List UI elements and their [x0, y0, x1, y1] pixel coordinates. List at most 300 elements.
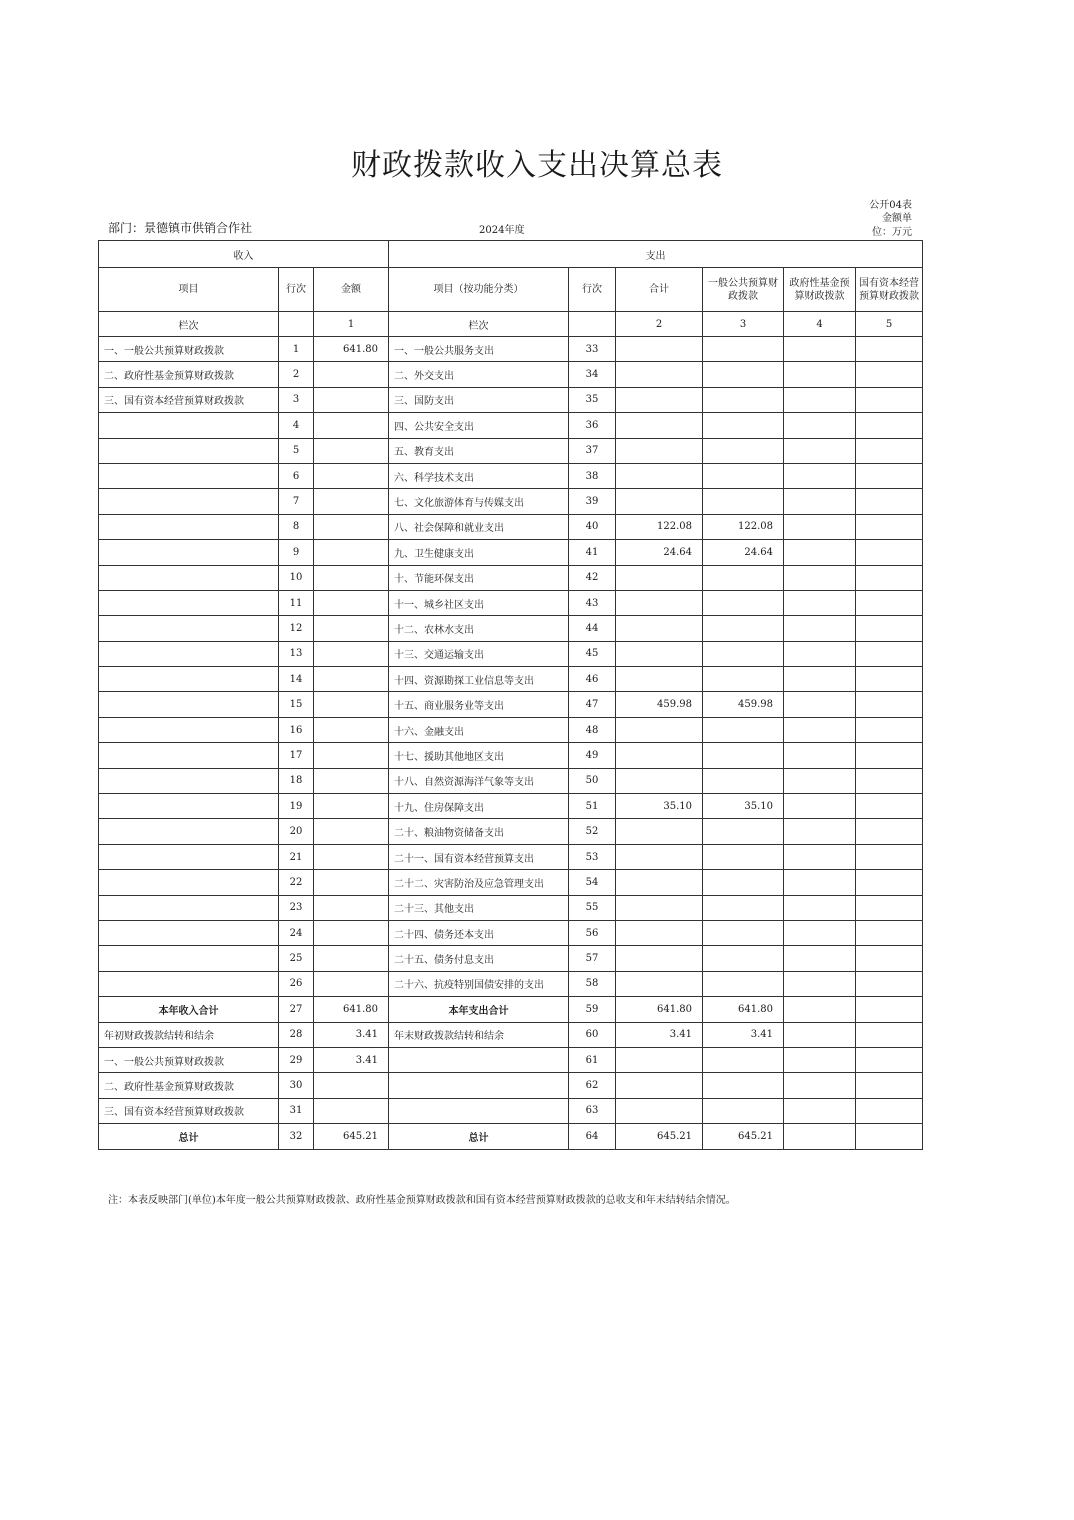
income-item-cell: [99, 920, 279, 945]
table-row: [99, 641, 923, 666]
income-row-no-cell: 26: [279, 971, 314, 996]
income-amount-cell: 3.41: [314, 1022, 389, 1047]
state-capital-cell: [856, 768, 923, 793]
section-header-row: [99, 241, 923, 268]
expense-item-cell: 总计: [389, 1124, 569, 1149]
income-row-no-cell: 3: [279, 387, 314, 412]
state-capital-cell: [856, 1124, 923, 1149]
income-row-no-cell: 24: [279, 920, 314, 945]
total-cell: 3.41: [616, 1022, 703, 1047]
general-cell: [703, 489, 784, 514]
total-cell: [616, 920, 703, 945]
expense-item-cell: 十二、农林水支出: [389, 616, 569, 641]
gov-fund-cell: [784, 997, 856, 1022]
state-capital-cell: [856, 590, 923, 615]
general-cell: 24.64: [703, 540, 784, 565]
income-item-cell: [99, 413, 279, 438]
gov-fund-cell: [784, 844, 856, 869]
state-capital-cell: [856, 565, 923, 590]
gov-fund-cell: [784, 565, 856, 590]
general-cell: 645.21: [703, 1124, 784, 1149]
gov-fund-cell: [784, 692, 856, 717]
expense-row-no-cell: 60: [569, 1022, 616, 1047]
income-amount-cell: [314, 743, 389, 768]
gov-fund-cell: [784, 895, 856, 920]
income-row-no-cell: 13: [279, 641, 314, 666]
expense-item-cell: 七、文化旅游体育与传媒支出: [389, 489, 569, 514]
page-title: 财政拨款收入支出决算总表: [351, 148, 723, 183]
gov-fund-cell: [784, 946, 856, 971]
expense-item-cell: 二十三、其他支出: [389, 895, 569, 920]
income-row-no-cell: 5: [279, 438, 314, 463]
expense-row-no-cell: 58: [569, 971, 616, 996]
index-c5: 5: [856, 312, 923, 337]
gov-fund-cell: [784, 794, 856, 819]
expense-item-cell: 二十、粮油物资储备支出: [389, 819, 569, 844]
table-row: [99, 362, 923, 387]
income-item-cell: 二、政府性基金预算财政拨款: [99, 1073, 279, 1098]
general-cell: [703, 565, 784, 590]
expense-row-no-cell: 53: [569, 844, 616, 869]
total-cell: [616, 1073, 703, 1098]
total-cell: 122.08: [616, 514, 703, 539]
table-row: [99, 1098, 923, 1123]
expense-item-cell: 十五、商业服务业等支出: [389, 692, 569, 717]
income-item-cell: 年初财政拨款结转和结余: [99, 1022, 279, 1047]
income-item-cell: [99, 514, 279, 539]
general-cell: [703, 946, 784, 971]
expense-row-no-cell: 62: [569, 1073, 616, 1098]
expense-item-cell: [389, 1047, 569, 1072]
table-row: [99, 540, 923, 565]
income-item-cell: 三、国有资本经营预算财政拨款: [99, 387, 279, 412]
income-amount-cell: [314, 616, 389, 641]
income-amount-cell: [314, 565, 389, 590]
income-row-no-cell: 9: [279, 540, 314, 565]
col-state-capital: 国有资本经营预算财政拨款: [856, 268, 923, 312]
income-row-no-cell: 22: [279, 870, 314, 895]
income-amount-cell: [314, 413, 389, 438]
income-row-no-cell: 27: [279, 997, 314, 1022]
income-amount-cell: [314, 920, 389, 945]
income-row-no-cell: 19: [279, 794, 314, 819]
income-item-cell: [99, 717, 279, 742]
table-row: [99, 1022, 923, 1047]
expense-item-cell: 九、卫生健康支出: [389, 540, 569, 565]
general-cell: [703, 920, 784, 945]
index-blank: [279, 312, 314, 337]
table-row: [99, 1047, 923, 1072]
income-amount-cell: [314, 819, 389, 844]
expense-row-no-cell: 45: [569, 641, 616, 666]
expense-item-cell: 十四、资源勘探工业信息等支出: [389, 667, 569, 692]
total-cell: 645.21: [616, 1124, 703, 1149]
total-cell: [616, 489, 703, 514]
income-item-cell: 本年收入合计: [99, 997, 279, 1022]
income-amount-cell: [314, 844, 389, 869]
table-row: [99, 895, 923, 920]
general-cell: [703, 971, 784, 996]
table-row: [99, 1124, 923, 1149]
state-capital-cell: [856, 1098, 923, 1123]
total-cell: [616, 971, 703, 996]
income-amount-cell: [314, 540, 389, 565]
income-row-no-cell: 4: [279, 413, 314, 438]
expense-row-no-cell: 38: [569, 463, 616, 488]
table-row: [99, 387, 923, 412]
table-row: [99, 616, 923, 641]
expense-header: 支出: [389, 241, 923, 268]
col-row-no2: 行次: [569, 268, 616, 312]
income-row-no-cell: 16: [279, 717, 314, 742]
table-row: [99, 514, 923, 539]
amount-unit: [864, 212, 912, 240]
expense-row-no-cell: 63: [569, 1098, 616, 1123]
gov-fund-cell: [784, 1098, 856, 1123]
expense-item-cell: 十九、住房保障支出: [389, 794, 569, 819]
col-amount: 金额: [314, 268, 389, 312]
state-capital-cell: [856, 641, 923, 666]
income-item-cell: 二、政府性基金预算财政拨款: [99, 362, 279, 387]
index-label: 栏次: [99, 312, 279, 337]
state-capital-cell: [856, 540, 923, 565]
income-item-cell: [99, 667, 279, 692]
index-c3: 3: [703, 312, 784, 337]
income-item-cell: [99, 641, 279, 666]
total-cell: [616, 844, 703, 869]
general-cell: [703, 590, 784, 615]
gov-fund-cell: [784, 870, 856, 895]
general-cell: 459.98: [703, 692, 784, 717]
general-cell: [703, 870, 784, 895]
table-row: [99, 463, 923, 488]
income-row-no-cell: 15: [279, 692, 314, 717]
expense-item-cell: [389, 1073, 569, 1098]
income-header: 收入: [99, 241, 389, 268]
amount-unit-line1: 金额单: [882, 213, 912, 224]
total-cell: [616, 362, 703, 387]
income-amount-cell: [314, 895, 389, 920]
state-capital-cell: [856, 438, 923, 463]
income-item-cell: [99, 616, 279, 641]
income-amount-cell: 3.41: [314, 1047, 389, 1072]
expense-item-cell: 年末财政拨款结转和结余: [389, 1022, 569, 1047]
gov-fund-cell: [784, 337, 856, 362]
income-item-cell: [99, 895, 279, 920]
expense-item-cell: 三、国防支出: [389, 387, 569, 412]
income-row-no-cell: 23: [279, 895, 314, 920]
total-cell: [616, 387, 703, 412]
income-amount-cell: [314, 489, 389, 514]
income-item-cell: 三、国有资本经营预算财政拨款: [99, 1098, 279, 1123]
state-capital-cell: [856, 971, 923, 996]
col-item: 项目: [99, 268, 279, 312]
general-cell: 35.10: [703, 794, 784, 819]
expense-row-no-cell: 51: [569, 794, 616, 819]
index-c1: 1: [314, 312, 389, 337]
income-item-cell: 总计: [99, 1124, 279, 1149]
gov-fund-cell: [784, 413, 856, 438]
state-capital-cell: [856, 997, 923, 1022]
total-cell: [616, 463, 703, 488]
total-cell: 459.98: [616, 692, 703, 717]
gov-fund-cell: [784, 1073, 856, 1098]
total-cell: [616, 590, 703, 615]
state-capital-cell: [856, 514, 923, 539]
state-capital-cell: [856, 1047, 923, 1072]
table-row: [99, 997, 923, 1022]
col-gov-fund: 政府性基金预算财政拨款: [784, 268, 856, 312]
general-cell: 641.80: [703, 997, 784, 1022]
table-row: [99, 971, 923, 996]
expense-item-cell: 五、教育支出: [389, 438, 569, 463]
income-item-cell: [99, 794, 279, 819]
table-row: [99, 946, 923, 971]
expense-row-no-cell: 61: [569, 1047, 616, 1072]
state-capital-cell: [856, 870, 923, 895]
total-cell: [616, 1098, 703, 1123]
gov-fund-cell: [784, 590, 856, 615]
table-row: [99, 794, 923, 819]
income-item-cell: [99, 946, 279, 971]
income-amount-cell: 641.80: [314, 997, 389, 1022]
gov-fund-cell: [784, 1047, 856, 1072]
table-row: [99, 438, 923, 463]
expense-row-no-cell: 40: [569, 514, 616, 539]
gov-fund-cell: [784, 1022, 856, 1047]
income-item-cell: [99, 540, 279, 565]
general-cell: [703, 463, 784, 488]
income-item-cell: [99, 768, 279, 793]
index-blank2: [569, 312, 616, 337]
total-cell: [616, 895, 703, 920]
table-row: [99, 667, 923, 692]
income-row-no-cell: 28: [279, 1022, 314, 1047]
income-row-no-cell: 12: [279, 616, 314, 641]
general-cell: [703, 362, 784, 387]
table-row: [99, 819, 923, 844]
expense-row-no-cell: 44: [569, 616, 616, 641]
table-row: [99, 489, 923, 514]
income-item-cell: [99, 743, 279, 768]
expense-row-no-cell: 59: [569, 997, 616, 1022]
table-row: [99, 413, 923, 438]
gov-fund-cell: [784, 1124, 856, 1149]
expense-row-no-cell: 37: [569, 438, 616, 463]
total-cell: [616, 1047, 703, 1072]
expense-item-cell: 十六、金融支出: [389, 717, 569, 742]
state-capital-cell: [856, 1073, 923, 1098]
expense-item-cell: 二十四、债务还本支出: [389, 920, 569, 945]
index-c2: 2: [616, 312, 703, 337]
table-row: [99, 743, 923, 768]
department-label: 部门：景德镇市供销合作社: [108, 221, 253, 235]
gov-fund-cell: [784, 540, 856, 565]
income-row-no-cell: 6: [279, 463, 314, 488]
table-row: [99, 870, 923, 895]
income-item-cell: [99, 971, 279, 996]
income-item-cell: [99, 489, 279, 514]
state-capital-cell: [856, 819, 923, 844]
income-row-no-cell: 29: [279, 1047, 314, 1072]
general-cell: [703, 667, 784, 692]
column-header-row: [99, 268, 923, 312]
gov-fund-cell: [784, 717, 856, 742]
total-cell: [616, 413, 703, 438]
state-capital-cell: [856, 946, 923, 971]
expense-row-no-cell: 33: [569, 337, 616, 362]
state-capital-cell: [856, 717, 923, 742]
state-capital-cell: [856, 895, 923, 920]
table-row: [99, 565, 923, 590]
gov-fund-cell: [784, 463, 856, 488]
footnote: 注：本表反映部门(单位)本年度一般公共预算财政拨款、政府性基金预算财政拨款和国有资本经营预算财政拨款的总收支和年末结转结余情况。: [108, 1195, 736, 1206]
expense-item-cell: 八、社会保障和就业支出: [389, 514, 569, 539]
general-cell: [703, 1073, 784, 1098]
general-cell: 122.08: [703, 514, 784, 539]
expense-item-cell: 二、外交支出: [389, 362, 569, 387]
gov-fund-cell: [784, 667, 856, 692]
general-cell: [703, 413, 784, 438]
income-item-cell: [99, 438, 279, 463]
total-cell: [616, 641, 703, 666]
expense-item-cell: 六、科学技术支出: [389, 463, 569, 488]
table-row: [99, 844, 923, 869]
expense-row-no-cell: 55: [569, 895, 616, 920]
col-func-item: 项目（按功能分类）: [389, 268, 569, 312]
income-amount-cell: [314, 692, 389, 717]
state-capital-cell: [856, 616, 923, 641]
expense-row-no-cell: 47: [569, 692, 616, 717]
gov-fund-cell: [784, 971, 856, 996]
expense-row-no-cell: 48: [569, 717, 616, 742]
general-cell: [703, 641, 784, 666]
general-cell: [703, 438, 784, 463]
general-cell: [703, 616, 784, 641]
table-row: [99, 717, 923, 742]
income-amount-cell: 641.80: [314, 337, 389, 362]
gov-fund-cell: [784, 641, 856, 666]
state-capital-cell: [856, 387, 923, 412]
total-cell: [616, 565, 703, 590]
income-row-no-cell: 31: [279, 1098, 314, 1123]
income-row-no-cell: 2: [279, 362, 314, 387]
income-amount-cell: [314, 641, 389, 666]
income-row-no-cell: 14: [279, 667, 314, 692]
col-total: 合计: [616, 268, 703, 312]
state-capital-cell: [856, 337, 923, 362]
expense-item-cell: [389, 1098, 569, 1123]
total-cell: [616, 870, 703, 895]
income-amount-cell: [314, 514, 389, 539]
total-cell: 24.64: [616, 540, 703, 565]
income-amount-cell: [314, 438, 389, 463]
general-cell: [703, 717, 784, 742]
gov-fund-cell: [784, 362, 856, 387]
expense-item-cell: 本年支出合计: [389, 997, 569, 1022]
col-row-no: 行次: [279, 268, 314, 312]
general-cell: [703, 1098, 784, 1123]
table-row: [99, 1073, 923, 1098]
income-amount-cell: [314, 717, 389, 742]
form-number: 公开04表: [869, 200, 912, 211]
state-capital-cell: [856, 362, 923, 387]
general-cell: [703, 895, 784, 920]
general-cell: [703, 844, 784, 869]
income-row-no-cell: 1: [279, 337, 314, 362]
income-amount-cell: [314, 463, 389, 488]
index-c4: 4: [784, 312, 856, 337]
expense-item-cell: 二十二、灾害防治及应急管理支出: [389, 870, 569, 895]
income-row-no-cell: 17: [279, 743, 314, 768]
expense-item-cell: 二十六、抗疫特别国债安排的支出: [389, 971, 569, 996]
state-capital-cell: [856, 743, 923, 768]
total-cell: [616, 946, 703, 971]
income-row-no-cell: 20: [279, 819, 314, 844]
table-row: [99, 768, 923, 793]
income-amount-cell: [314, 1073, 389, 1098]
expense-row-no-cell: 34: [569, 362, 616, 387]
gov-fund-cell: [784, 616, 856, 641]
income-row-no-cell: 18: [279, 768, 314, 793]
income-amount-cell: [314, 768, 389, 793]
general-cell: 3.41: [703, 1022, 784, 1047]
expense-row-no-cell: 43: [569, 590, 616, 615]
expense-item-cell: 十八、自然资源海洋气象等支出: [389, 768, 569, 793]
col-general: 一般公共预算财政拨款: [703, 268, 784, 312]
income-amount-cell: [314, 387, 389, 412]
table-row: [99, 590, 923, 615]
state-capital-cell: [856, 413, 923, 438]
state-capital-cell: [856, 489, 923, 514]
state-capital-cell: [856, 1022, 923, 1047]
income-amount-cell: [314, 946, 389, 971]
expense-item-cell: 二十一、国有资本经营预算支出: [389, 844, 569, 869]
expense-row-no-cell: 54: [569, 870, 616, 895]
expense-item-cell: 十、节能环保支出: [389, 565, 569, 590]
income-item-cell: [99, 870, 279, 895]
income-item-cell: 一、一般公共预算财政拨款: [99, 337, 279, 362]
income-row-no-cell: 8: [279, 514, 314, 539]
expense-row-no-cell: 64: [569, 1124, 616, 1149]
expense-item-cell: 二十五、债务付息支出: [389, 946, 569, 971]
general-cell: [703, 743, 784, 768]
income-row-no-cell: 25: [279, 946, 314, 971]
total-cell: [616, 667, 703, 692]
income-row-no-cell: 10: [279, 565, 314, 590]
general-cell: [703, 768, 784, 793]
amount-unit-line2: 位：万元: [872, 227, 912, 238]
income-row-no-cell: 11: [279, 590, 314, 615]
general-cell: [703, 1047, 784, 1072]
total-cell: [616, 438, 703, 463]
income-amount-cell: [314, 971, 389, 996]
expense-row-no-cell: 36: [569, 413, 616, 438]
total-cell: [616, 768, 703, 793]
income-amount-cell: [314, 794, 389, 819]
income-item-cell: [99, 590, 279, 615]
expense-row-no-cell: 49: [569, 743, 616, 768]
expense-row-no-cell: 56: [569, 920, 616, 945]
gov-fund-cell: [784, 920, 856, 945]
income-row-no-cell: 7: [279, 489, 314, 514]
expense-row-no-cell: 52: [569, 819, 616, 844]
expense-item-cell: 一、一般公共服务支出: [389, 337, 569, 362]
gov-fund-cell: [784, 743, 856, 768]
income-amount-cell: [314, 667, 389, 692]
column-index-row: [99, 312, 923, 337]
expense-item-cell: 十三、交通运输支出: [389, 641, 569, 666]
